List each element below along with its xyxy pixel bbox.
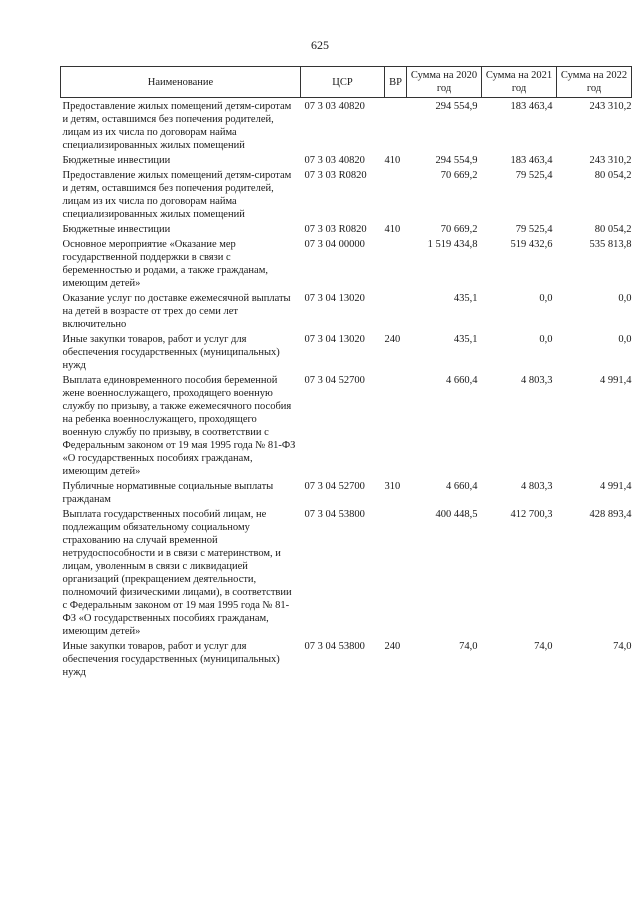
row-sum-2021: 519 432,6 — [510, 239, 553, 250]
header-sum-2022: Сумма на 2022 год — [557, 67, 632, 98]
table-row — [61, 478, 632, 506]
row-sum-2022: 4 991,4 — [600, 481, 632, 492]
table-row — [61, 638, 632, 679]
row-name: Предоставление жилых помещений детям-сиротам и детям, оставшимся без попечения родителей, лицам из их числа по договорам найма специализированных жилых помещений — [62, 170, 292, 220]
row-sum-2021: 183 463,4 — [510, 101, 553, 112]
table-row — [61, 236, 632, 290]
row-sum-2021: 4 803,3 — [521, 375, 553, 386]
table-row — [61, 167, 632, 221]
row-csr: 07 3 04 52700 — [304, 375, 365, 386]
row-sum-2020: 4 660,4 — [446, 375, 478, 386]
row-sum-2020: 4 660,4 — [446, 481, 478, 492]
row-name: Основное мероприятие «Оказание мер государственной поддержки в связи с беременностью и родами, а также гражданам, имеющим детей» — [62, 239, 268, 289]
row-name: Публичные нормативные социальные выплаты гражданам — [62, 481, 274, 505]
row-vr — [385, 372, 407, 478]
row-vr — [385, 506, 407, 638]
row-vr: 410 — [384, 224, 401, 235]
row-sum-2022: 0,0 — [618, 293, 632, 304]
header-vr: ВР — [385, 67, 407, 98]
row-sum-2020: 70 669,2 — [440, 224, 478, 235]
budget-table — [60, 66, 632, 679]
table-body — [61, 98, 632, 680]
row-sum-2020: 435,1 — [453, 334, 478, 345]
row-vr: 310 — [384, 481, 401, 492]
row-name: Выплата единовременного пособия беременной жене военнослужащего, проходящего военную службу по призыву, а также ежемесячного пособия на ребенка военнослужащего, проходящего военную службу по призыву, в соответствии с Федеральным законом от 19 мая 1995 года № 81-ФЗ «О государственных пособиях гражданам, имеющим детей» — [62, 375, 296, 477]
row-csr: 07 3 03 R0820 — [304, 170, 367, 181]
row-vr: 410 — [384, 155, 401, 166]
row-csr: 07 3 03 40820 — [304, 101, 365, 112]
row-csr: 07 3 03 40820 — [304, 155, 365, 166]
table-row — [61, 290, 632, 331]
row-sum-2021: 79 525,4 — [515, 170, 553, 181]
row-csr: 07 3 04 53800 — [304, 641, 365, 652]
header-sum-2020: Сумма на 2020 год — [407, 67, 482, 98]
row-sum-2022: 428 893,4 — [589, 509, 632, 520]
row-sum-2022: 243 310,2 — [589, 155, 632, 166]
table-header — [61, 67, 632, 98]
header-name: Наименование — [61, 67, 301, 98]
row-sum-2020: 294 554,9 — [435, 155, 478, 166]
row-sum-2020: 435,1 — [453, 293, 478, 304]
row-sum-2021: 183 463,4 — [510, 155, 553, 166]
header-sum-2021: Сумма на 2021 год — [482, 67, 557, 98]
table-row — [61, 98, 632, 153]
row-vr — [385, 290, 407, 331]
table-row — [61, 221, 632, 236]
table-row — [61, 152, 632, 167]
row-sum-2022: 0,0 — [618, 334, 632, 345]
row-vr — [385, 236, 407, 290]
row-csr: 07 3 04 00000 — [304, 239, 365, 250]
page-number: 625 — [311, 38, 329, 52]
row-sum-2020: 294 554,9 — [435, 101, 478, 112]
row-csr: 07 3 04 53800 — [304, 509, 365, 520]
row-sum-2022: 243 310,2 — [589, 101, 632, 112]
row-vr — [385, 167, 407, 221]
row-name: Иные закупки товаров, работ и услуг для обеспечения государственных (муниципальных) нужд — [62, 641, 280, 678]
row-name: Предоставление жилых помещений детям-сиротам и детям, оставшимся без попечения родителей, лицам из их числа по договорам найма специализированных жилых помещений — [62, 101, 292, 151]
row-csr: 07 3 04 52700 — [304, 481, 365, 492]
row-sum-2020: 70 669,2 — [440, 170, 478, 181]
row-sum-2020: 400 448,5 — [435, 509, 478, 520]
header-csr: ЦСР — [301, 67, 385, 98]
table-row — [61, 331, 632, 372]
row-csr: 07 3 04 13020 — [304, 293, 365, 304]
row-sum-2020: 74,0 — [459, 641, 478, 652]
row-sum-2022: 80 054,2 — [594, 224, 632, 235]
row-csr: 07 3 04 13020 — [304, 334, 365, 345]
row-name: Оказание услуг по доставке ежемесячной выплаты на детей в возрасте от трех до семи лет включительно — [62, 293, 291, 330]
row-sum-2021: 0,0 — [539, 334, 553, 345]
row-vr: 240 — [384, 334, 401, 345]
row-sum-2021: 79 525,4 — [515, 224, 553, 235]
row-vr: 240 — [384, 641, 401, 652]
row-name: Иные закупки товаров, работ и услуг для обеспечения государственных (муниципальных) нужд — [62, 334, 280, 371]
row-sum-2022: 80 054,2 — [594, 170, 632, 181]
row-sum-2021: 0,0 — [539, 293, 553, 304]
row-sum-2022: 4 991,4 — [600, 375, 632, 386]
row-csr: 07 3 03 R0820 — [304, 224, 367, 235]
row-sum-2021: 74,0 — [534, 641, 553, 652]
row-sum-2022: 74,0 — [613, 641, 632, 652]
row-sum-2020: 1 519 434,8 — [427, 239, 478, 250]
row-sum-2021: 4 803,3 — [521, 481, 553, 492]
row-name: Бюджетные инвестиции — [62, 155, 171, 166]
table-row — [61, 506, 632, 638]
row-vr — [385, 98, 407, 153]
table-row — [61, 372, 632, 478]
row-name: Бюджетные инвестиции — [62, 224, 171, 235]
row-name: Выплата государственных пособий лицам, не подлежащим обязательному социальному страхованию на случай временной нетрудоспособности и в связи с материнством, и лицам, уволенным в связи с ликвидацией организаций (прекращением деятельности, полномочий физическими лицами), в соответствии с Федеральным законом от 19 мая 1995 года № 81-ФЗ «О государственных пособиях гражданам, имеющим детей» — [62, 509, 292, 637]
row-sum-2021: 412 700,3 — [510, 509, 553, 520]
row-sum-2022: 535 813,8 — [589, 239, 632, 250]
